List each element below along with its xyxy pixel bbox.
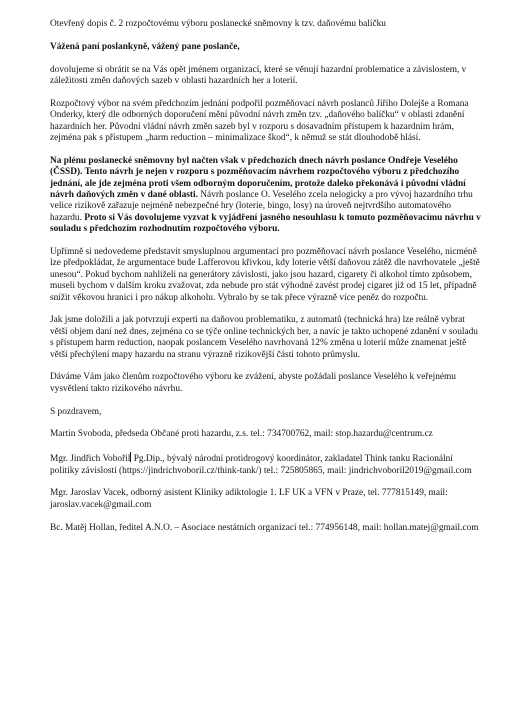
paragraph-plenary-proposal <box>50 156 482 236</box>
signatory-vacek: Mgr. Jaroslav Vacek, odborný asistent Kliniky adiktologie 1. LF UK a VFN v Praze, tel. 777815149, mail: jaroslav.vacek@gmail.com <box>50 488 448 510</box>
signatories <box>50 429 482 534</box>
paragraph-harm-reduction: Jak jsme doložili a jak potvrzují experti na daňovou problematiku, z automatů (technická hra) lze reálně vybrat větší objem daní než dnes, zejména co se týče online technických her, a navíc je takto uchopené zdanění v souladu s přístupem harm reduction, naopak poslancem Veselého navrhovaná 12% změna u loterií může znamenat ještě větší přechýlení mapy hazardu na stranu výrazně rizikovější části tohoto průmyslu. <box>50 315 478 360</box>
signatory-hollan: Bc. Matěj Hollan, ředitel A.N.O. – Asociace nestátních organizací tel.: 774956148, mail: hollan.matej@gmail.com <box>50 522 479 533</box>
document-title: Otevřený dopis č. 2 rozpočtovému výboru poslanecké sněmovny k tzv. daňovému balíčku <box>50 19 386 29</box>
letter-document <box>50 19 482 545</box>
signatory-voboril-name: Mgr. Jindřich Vobořil <box>50 454 131 465</box>
paragraph-laffer-argument: Upřímně si nedovedeme představit smysluplnou argumentaci pro pozměňovací návrh poslance Veselého, nicméně lze předpokládat, že argumentace bude Lafferovou křivkou, kdy loterie větší daňovou zátěž dle navrhovatele „ještě unesou“. Pokud bychom nahlíželi na generátory závislosti, jako jsou hazard, cigarety či alkohol tímto způsobem, museli bychom v dalším kroku zvažovat, zda nebude pro stát výhodné zavést prodej cigaret již od 15 let, případně snížit věkovou hranici i pro nákup alkoholu. Vybralo by se tak přece výrazně více peněz do rozpočtu. <box>50 247 480 303</box>
signatory-voboril-details: Pg.Dip., bývalý národní protidrogový koordinátor, zakladatel Think tanku Racionální politiky závislostí (https://jindrichvoboril.cz/think-tank/) tel.: 725805865, mail: jindrichvoboril2019@gmail.com <box>50 454 472 476</box>
paragraph-intro: dovolujeme si obrátit se na Vás opět jménem organizací, které se věnují hazardní problematice a závislostem, v záležitosti změn daňových sazeb v oblasti hazardních her a loterií. <box>50 64 467 86</box>
closing: S pozdravem, <box>50 406 102 417</box>
paragraph-committee-decision: Rozpočtový výbor na svém předchozím jednání podpořil pozměňovací návrh poslanců Jiřího Dolejše a Romana Onderky, který dle odborných doporučení mění původní návrh změn tzv. „daňového balíčku“ v oblasti zdanění hazardních her. Původní vládní návrh změn sazeb byl v rozporu s dosavadním přístupem k hazardním hrám, zejména pak s přístupem „harm reduction – minimalizace škod“, k němuž se stát dlouhodobě hlásí. <box>50 98 469 144</box>
signatory-voboril <box>50 452 482 477</box>
plenary-proposal-call-to-action: Proto si Vás dovolujeme vyzvat k vyjádření jasného nesouhlasu k tomuto pozměňovacímu návrhu v souladu s předchozím rozhodnutím rozpočtového výboru. <box>50 212 481 235</box>
plenary-proposal-bold-text: Na plénu poslanecké sněmovny byl načten však v předchozích dnech návrh poslance Ondřeje Veselého (ČSSD). Tento návrh je nejen v rozporu s pozměňovacím návrhem rozpočtového výboru z předchozího jednání, ale jde zejména proti všem odborným doporučením, protože daleko překonává i původní vládní návrh daňových změn v dané oblasti. <box>50 155 466 201</box>
salutation: Vážená paní poslankyně, vážený pane poslanče, <box>50 41 240 52</box>
plenary-proposal-text: Návrh poslance O. Veselého zcela nelogicky a pro vývoj hazardního trhu velice rizikově zařazuje nejméně nebezpečné hry (loterie, bingo, losy) na úroveň nejtvrdšího automatového hazardu. <box>50 190 473 223</box>
paragraph-request: Dáváme Vám jako členům rozpočtového výboru ke zvážení, abyste požádali poslance Veselého k veřejnému vysvětlení takto rizikového návrhu. <box>50 372 456 394</box>
signatory-svoboda: Martin Svoboda, předseda Občané proti hazardu, z.s. tel.: 734700762, mail: stop.hazardu@centrum.cz <box>50 429 433 440</box>
